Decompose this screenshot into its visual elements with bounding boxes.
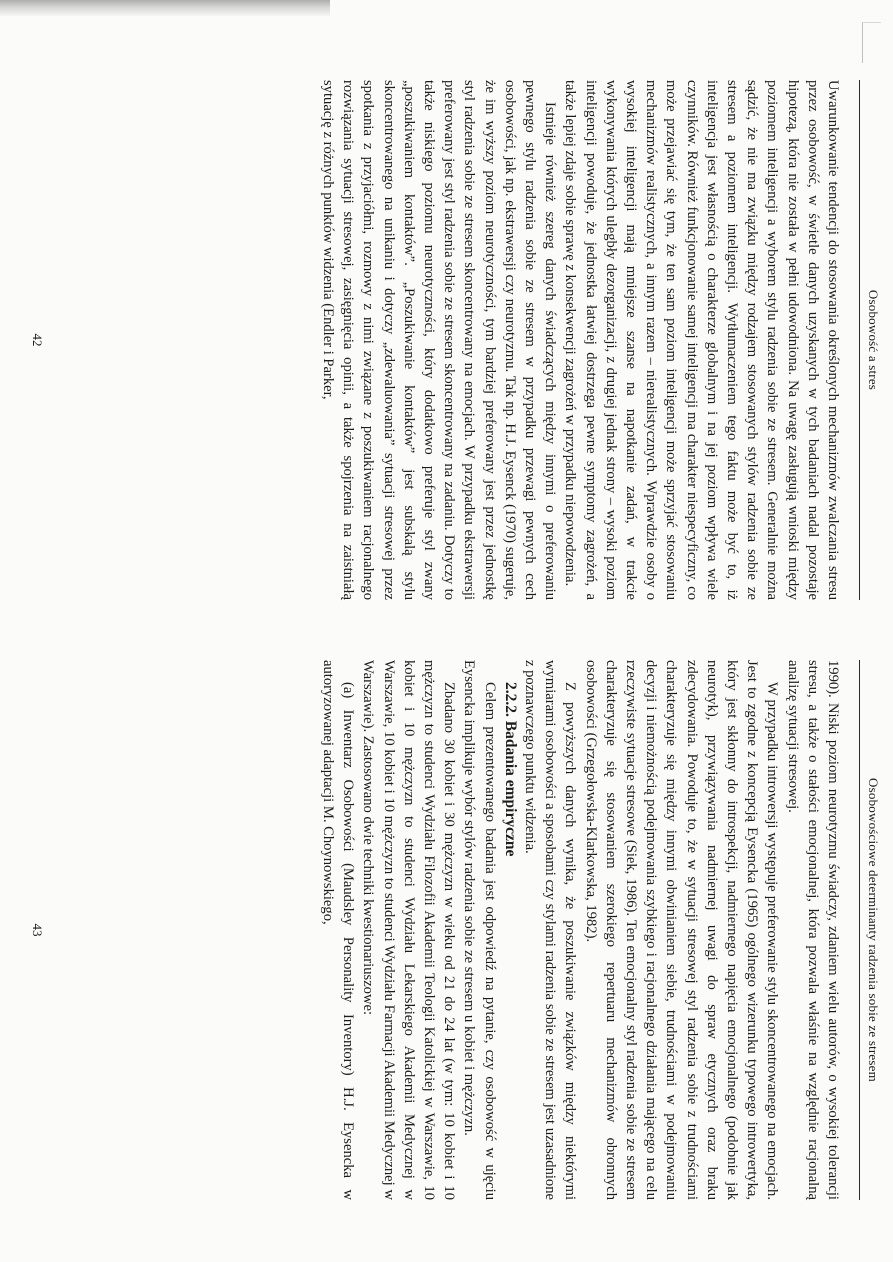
- page-number-right: 43: [30, 923, 45, 937]
- right-paragraph-6: (a) Inwentarz Osobowości (Maudsley Personality Inventory) H.J. Eysencka w autoryzowanej adaptacji M. Choynowskiego,: [319, 660, 357, 1200]
- right-paragraph-3: Z powyższych danych wynika, że poszukiwanie związków między niektórymi wymiarami osobowości a sposobami czy stylami radzenia sobie ze stresem jest uzasadnione z poznawczego punktu widzenia.: [521, 660, 579, 1200]
- left-page: [0, 80, 893, 600]
- header-rule-right: [859, 660, 860, 1200]
- right-paragraph-1: 1990). Niski poziom neurotyzmu świadczy, zdaniem wielu autorów, o wysokiej tolerancji stresu, a także o stałości emocjonalnej, która pozwala właśnie na względnie racjonalną analizę sytuacji stresowej.: [784, 660, 841, 1200]
- left-paragraph-2: Istnieje również szereg danych świadczących między innymi o preferowaniu pewnego stylu radzenia sobie ze stresem w przypadku przewagi pewnych cech osobowości, jak np. ekstrawersji czy neurotyzmu. Tak np. H.J. Eysenck (1970) sugeruje, że im wyższy poziom neurotyczności, tym bardziej preferowany jest przez jednostkę styl radzenia sobie ze stresem skoncentrowany na emocjach. W przypadku ekstrawersji preferowany jest styl radzenia sobie ze stresem skoncentrowany na zadaniu. Dotyczy to także niskiego poziomu neurotyczności, który dodatkowo preferuje styl zwany „poszukiwaniem kontaktów”. „Poszukiwanie kontaktów” jest subskalą stylu skoncentrowanego na unikaniu i dotyczy „zdewaluowania” sytuacji stresowej przez spotkania z przyjaciółmi, rozmowy z nimi związane z poszukiwaniem racjonalnego rozwiązania sytuacji stresowej, zasięgnięcia opinii, a także spojrzenia na zaistniałą sytuację z różnych punktów widzenia (Endler i Parker,: [319, 80, 559, 600]
- section-heading: 2.2.2. Badania empiryczne: [501, 682, 519, 857]
- right-page: [0, 660, 893, 1200]
- right-paragraph-4: Celem prezentowanego badania jest odpowiedź na pytanie, czy osobowość w ujęciu Eysencka implikuje wybór stylów radzenia sobie ze stresem u kobiet i mężczyzn.: [461, 660, 498, 1200]
- left-page-body: [318, 80, 843, 600]
- right-page-body: [318, 660, 843, 1200]
- left-paragraph-1: Uwarunkowanie tendencji do stosowania określonych mechanizmów zwalczania stresu przez osobowość, w świetle danych uzyskanych w tych badaniach nadal pozostaje hipotezą, która nie została w pełni udowodniona. Na uwagę zasługują wnioski między poziomem inteligencji a wyborem stylu radzenia sobie ze stresem. Generalnie można sądzić, że nie ma związku między rodzajem stosowanych stylów radzenia sobie ze stresem a poziomem inteligencji. Wytłumaczeniem tego faktu może być to, iż inteligencja jest własnością o charakterze globalnym i na jej poziom wpływa wiele czynników. Również funkcjonowanie samej inteligencji ma charakter niespecyficzny, co może przejawiać się tym, że ten sam poziom inteligencji może sprzyjać stosowaniu mechanizmów realistycznych, a innym razem – nierealistycznych. Wprawdzie osoby o wysokiej inteligencji mają mniejsze szanse na napotkanie zadań, w trakcie wykonywania których ulegbły dezorganizacji, z drugiej jednak strony – wysoki poziom inteligencji powoduje, że jednostka łatwiej dostrzega pewne symptomy zagrożeń, a także lepiej zdaje sobie sprawę z konsekwencji zagrożeń w przypadku niepowodzenia.: [562, 80, 841, 600]
- right-paragraph-5: Zbadano 30 kobiet i 30 mężczyzn w wieku od 21 do 24 lat (w tym: 10 kobiet i 10 mężczyzn to studenci Wydziału Filozofii Akademii Teologii Katolickiej w Warszawie, 10 kobiet i 10 mężczyzn to studenci Wydziału Lekarskiego Akademii Medycznej w Warszawie, 10 kobiet i 10 mężczyzn to studenci Wydziału Farmacji Akademii Medycznej w Warszawie). Zastosowano dwie techniki kwestionariuszowe:: [360, 660, 458, 1200]
- running-head-right: Osobowościowe determinanty radzenia sobie ze stresem: [866, 778, 881, 1082]
- header-rule-left: [859, 80, 860, 600]
- right-paragraph-2: W przypadku introwersji występuje preferowanie stylu skoncentrowanego na emocjach. Jest to zgodne z koncepcją Eysencka (1965) ogólnego wizerunku typowego introwertyka, który jest skłonny do introspekcji, nadmiernego napięcia emocjonalnego (podobnie jak neurotyk), przywiązywania nadmiernej uwagi do spraw etycznych oraz braku zdecydowania. Powoduje to, że w sytuacji stresowej styl radzenia sobie z trudnościami charakteryzuje się między innymi obwinianiem siebie, trudnościami w podejmowaniu decyzji i niemożnością podejmowania szybkiego i racjonalnego działania mającego na celu rzeczywiste sytuacje stresowe (Siek, 1986). Ten emocjonalny styl radzenia sobie ze stresem charakteryzuje się stosowaniem szerokiego repertuaru mechanizmów obronnych osobowości (Grzegołowska-Klarkowska, 1982).: [582, 660, 781, 1200]
- page-number-left: 42: [30, 333, 45, 347]
- running-head-left: Osobowość a stres: [866, 289, 881, 391]
